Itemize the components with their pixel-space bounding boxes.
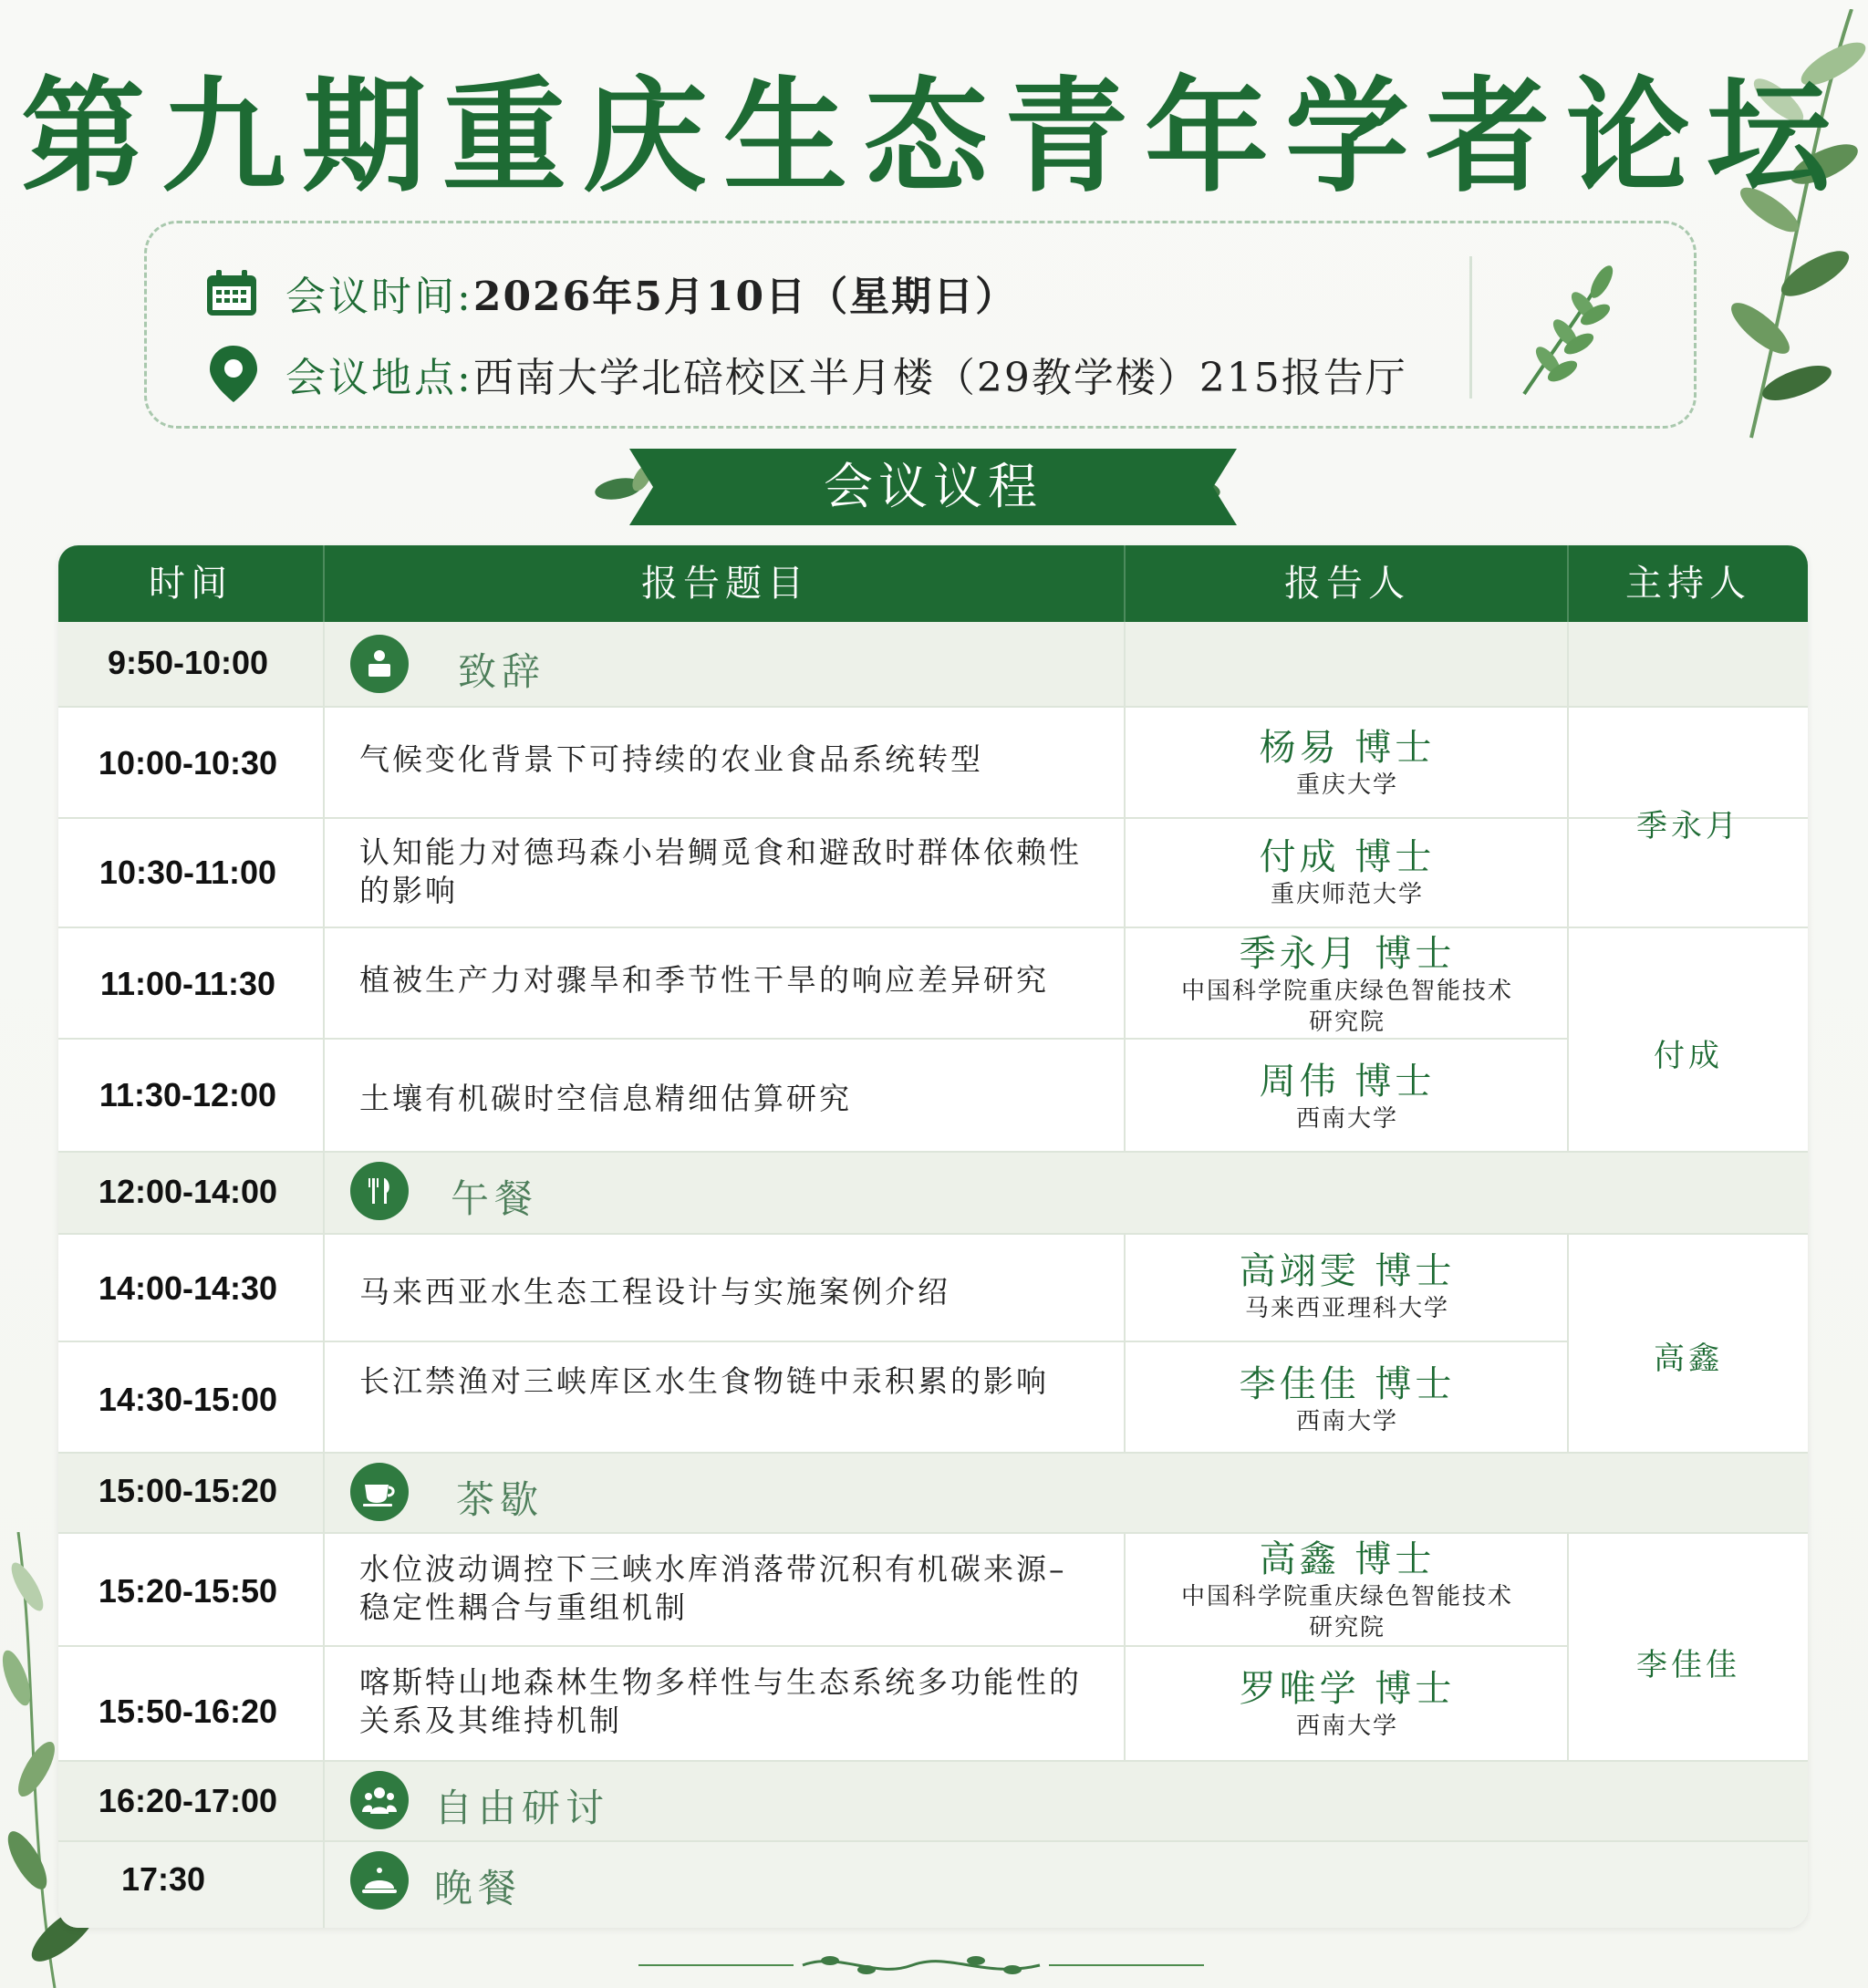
speaker-name: 高翊雯 博士 (1239, 1250, 1456, 1292)
agenda-title: 会议议程 (824, 458, 1043, 515)
break-label: 茶歇 (456, 1477, 545, 1522)
header-topic: 报告题目 (641, 563, 809, 605)
table-row (58, 1532, 1808, 1645)
time-cell: 15:50-16:20 (98, 1693, 278, 1730)
break-label: 自由研讨 (434, 1786, 610, 1830)
table-row (58, 622, 1808, 706)
group-icon (350, 1771, 409, 1829)
speaker-affiliation: 西南大学 (1295, 1408, 1398, 1435)
speaker-cell (1126, 835, 1569, 910)
topic-cell: 土壤有机碳时空信息精细估算研究 (359, 1081, 852, 1116)
table-row (58, 706, 1808, 817)
location-pin-icon (207, 344, 260, 404)
table-row (58, 1151, 1808, 1233)
speaker-name: 李佳佳 博士 (1239, 1363, 1456, 1405)
speaker-affiliation: 中国科学院重庆绿色智能技术研究院 (1180, 1583, 1513, 1641)
speaker-affiliation: 西南大学 (1295, 1713, 1398, 1740)
vine-ornament (638, 1952, 1204, 1979)
time-cell: 14:30-15:00 (98, 1381, 278, 1418)
table-row (58, 1840, 1808, 1928)
table-row (58, 927, 1808, 1038)
speaker-affiliation: 马来西亚理科大学 (1244, 1295, 1449, 1322)
time-cell: 16:20-17:00 (98, 1782, 278, 1819)
speaker-name: 罗唯学 博士 (1239, 1668, 1456, 1710)
speaker-cell (1126, 1060, 1569, 1134)
time-value: 2026年5月10日（星期日） (472, 274, 1018, 320)
break-label: 晚餐 (434, 1866, 523, 1910)
speaker-name: 季永月 博士 (1239, 933, 1456, 975)
divider (1469, 256, 1472, 399)
header-host: 主持人 (1625, 563, 1751, 605)
topic-cell: 水位波动调控下三峡水库消落带沉积有机碳来源–稳定性耦合与重组机制 (359, 1551, 1067, 1625)
speaker-affiliation: 重庆大学 (1295, 771, 1398, 799)
place-label: 会议地点: (285, 355, 473, 401)
meeting-time-row (205, 264, 1017, 322)
speaker-cell (1126, 1667, 1569, 1742)
agenda-table (58, 545, 1808, 1928)
table-row (58, 1452, 1808, 1532)
host-cell: 李佳佳 (1636, 1647, 1740, 1683)
speaker-name: 周伟 博士 (1259, 1061, 1436, 1103)
speaker-name: 高鑫 博士 (1259, 1538, 1436, 1580)
topic-cell: 气候变化背景下可持续的农业食品系统转型 (359, 741, 983, 777)
topic-cell: 认知能力对德玛森小岩鲷觅食和避敌时群体依赖性的影响 (359, 834, 1082, 908)
topic-cell: 喀斯特山地森林生物多样性与生态系统多功能性的关系及其维持机制 (359, 1664, 1082, 1738)
meeting-info-box (144, 221, 1697, 429)
time-cell: 11:00-11:30 (99, 965, 276, 1002)
speaker-cell (1126, 1538, 1569, 1643)
header-time: 时间 (149, 563, 233, 605)
speaker-name: 杨易 博士 (1259, 727, 1436, 769)
page-title: 第九期重庆生态青年学者论坛 (21, 64, 1847, 210)
calendar-icon (205, 268, 258, 317)
meeting-place-row (205, 344, 1407, 404)
host-cell: 付成 (1654, 1038, 1723, 1074)
cloche-icon (350, 1851, 409, 1910)
time-cell: 15:20-15:50 (98, 1572, 278, 1610)
time-cell: 12:00-14:00 (98, 1173, 278, 1210)
time-cell: 10:00-10:30 (98, 744, 278, 782)
table-row (58, 1038, 1808, 1151)
speaker-affiliation: 中国科学院重庆绿色智能技术研究院 (1180, 978, 1513, 1036)
table-row (58, 1760, 1808, 1840)
time-cell: 11:30-12:00 (99, 1076, 277, 1113)
table-row (58, 1341, 1808, 1452)
place-value: 西南大学北碚校区半月楼（29教学楼）215报告厅 (472, 355, 1407, 401)
break-label: 午餐 (451, 1176, 539, 1221)
topic-cell: 马来西亚水生态工程设计与实施案例介绍 (359, 1274, 950, 1310)
speaker-cell (1126, 1362, 1569, 1437)
topic-cell: 植被生产力对骤旱和季节性干旱的响应差异研究 (359, 962, 1049, 998)
table-row (58, 1233, 1808, 1341)
tea-cup-icon (350, 1463, 409, 1521)
time-label: 会议时间: (285, 274, 473, 320)
speaker-name: 付成 博士 (1259, 836, 1436, 878)
time-cell: 10:30-11:00 (99, 854, 277, 891)
speaker-affiliation: 西南大学 (1295, 1105, 1398, 1133)
speaker-cell (1126, 932, 1569, 1038)
table-header (58, 545, 1808, 622)
time-cell: 15:00-15:20 (98, 1472, 278, 1509)
speaker-cell (1126, 1249, 1569, 1324)
break-label: 致辞 (458, 649, 546, 694)
time-cell: 17:30 (120, 1860, 206, 1898)
table-row (58, 817, 1808, 927)
header-speaker: 报告人 (1284, 563, 1410, 605)
time-cell: 9:50-10:00 (107, 644, 269, 681)
sprig-icon (1515, 262, 1624, 399)
podium-icon (350, 635, 409, 693)
speaker-affiliation: 重庆师范大学 (1270, 881, 1424, 908)
time-cell: 14:00-14:30 (98, 1269, 278, 1307)
speaker-cell (1126, 726, 1569, 801)
fork-knife-icon (350, 1162, 409, 1220)
host-cell: 高鑫 (1654, 1341, 1723, 1377)
host-cell: 季永月 (1636, 808, 1740, 844)
agenda-banner (593, 449, 1273, 525)
table-row (58, 1645, 1808, 1760)
topic-cell: 长江禁渔对三峡库区水生食物链中汞积累的影响 (359, 1363, 1049, 1399)
